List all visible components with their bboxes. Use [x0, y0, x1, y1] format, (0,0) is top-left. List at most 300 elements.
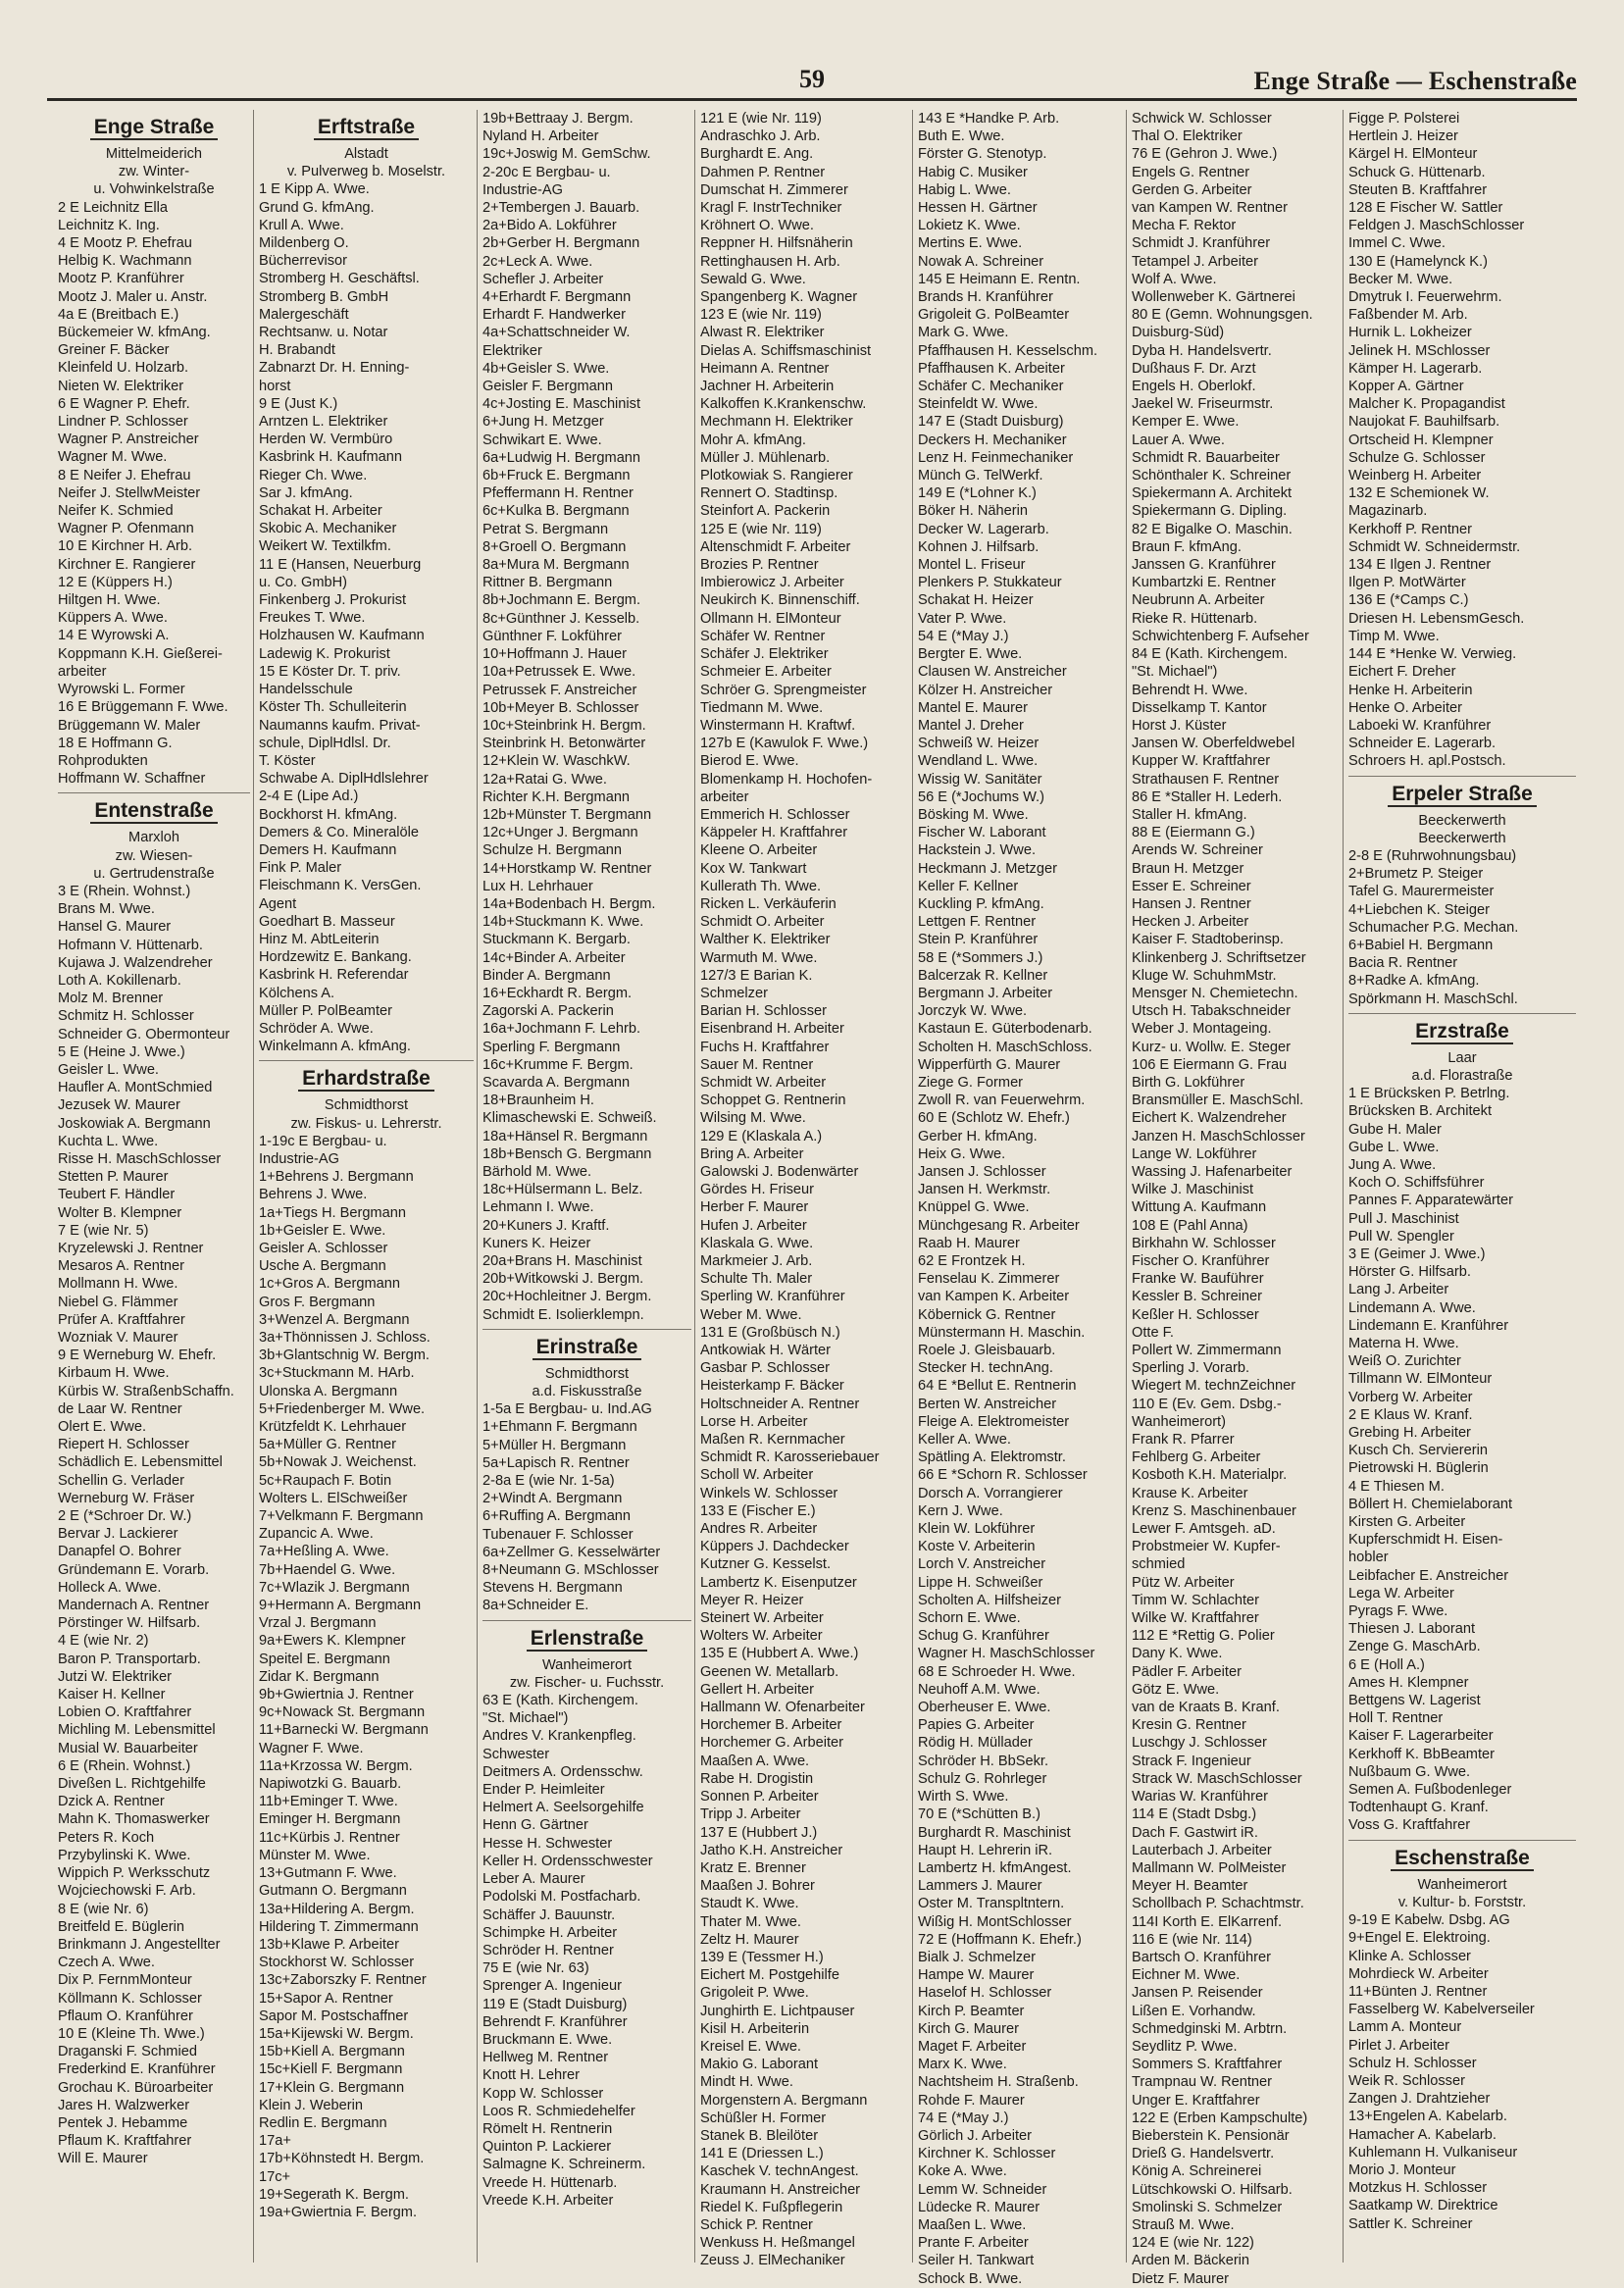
resident-entry: 4 E Thiesen M. [1348, 1478, 1445, 1495]
resident-entry: Hörster G. Hilfsarb. [1348, 1264, 1471, 1281]
resident-entry: Münchgesang R. Arbeiter [918, 1217, 1080, 1234]
resident-entry: Henke O. Arbeiter [1348, 699, 1462, 716]
resident-entry: 4 E Mootz P. Ehefrau [58, 235, 192, 252]
street-heading-text: Erzstraße [1411, 1020, 1513, 1044]
resident-entry: Jaekel W. Friseurmstr. [1132, 396, 1274, 413]
resident-entry: 2-8 E (Ruhrwohnungsbau) [1348, 847, 1517, 864]
resident-entry: 60 E (Schlotz W. Ehefr.) [918, 1110, 1070, 1127]
resident-entry: Schroers H. apl.Postsch. [1348, 753, 1506, 770]
resident-entry: Gube L. Wwe. [1348, 1139, 1440, 1155]
resident-entry: Burghardt E. Ang. [700, 146, 814, 163]
resident-entry: Käppeler H. Kraftfahrer [700, 825, 848, 841]
resident-entry: Dmytruk I. Feuerwehrm. [1348, 289, 1502, 306]
resident-entry: Vrzal J. Bergmann [259, 1615, 377, 1632]
resident-entry: Lamm A. Monteur [1348, 2019, 1462, 2036]
resident-entry: Sommers S. Kraftfahrer [1132, 2057, 1283, 2073]
resident-entry: 18b+Bensch G. Bergmann [482, 1145, 652, 1162]
resident-entry: 6a+Ludwig H. Bergmann [482, 449, 641, 466]
street-location: zw. Wiesen- [115, 847, 193, 864]
resident-entry: Küppers A. Wwe. [58, 610, 168, 627]
resident-entry: Lux H. Lehrhauer [482, 878, 593, 894]
resident-entry: Hamacher A. Kabelarb. [1348, 2126, 1497, 2143]
resident-entry: Esser E. Schreiner [1132, 878, 1251, 894]
resident-entry: 15c+Kiell F. Bergmann [259, 2061, 403, 2078]
resident-entry: Wolf A. Wwe. [1132, 271, 1217, 287]
resident-entry: Eichner M. Wwe. [1132, 1967, 1241, 1984]
resident-entry: Oster M. Transpltntern. [918, 1896, 1065, 1912]
resident-entry: Görlich J. Arbeiter [918, 2127, 1032, 2144]
resident-entry: Nieten W. Elektriker [58, 378, 184, 394]
resident-entry: 119 E (Stadt Duisburg) [482, 1996, 628, 2012]
resident-entry: Spörkmann H. MaschSchl. [1348, 991, 1518, 1007]
resident-entry: 127b E (Kawulok F. Wwe.) [700, 736, 869, 752]
resident-entry: Michling M. Lebensmittel [58, 1722, 216, 1739]
resident-entry: Vater P. Wwe. [918, 610, 1007, 627]
resident-entry: 5+Friedenberger M. Wwe. [259, 1400, 426, 1417]
resident-entry: Sauer M. Rentner [700, 1056, 814, 1073]
resident-entry: 136 E (*Camps C.) [1348, 592, 1469, 609]
resident-entry: Thiesen J. Laborant [1348, 1621, 1475, 1638]
resident-entry: Heckmann J. Metzger [918, 860, 1057, 877]
resident-entry: Dzick A. Rentner [58, 1794, 165, 1810]
resident-entry: Wollenweber K. Gärtnerei [1132, 289, 1295, 306]
resident-entry: Brüggemann W. Maler [58, 717, 201, 734]
resident-entry: Saatkamp W. Direktrice [1348, 2198, 1498, 2214]
resident-entry: Zenge G. MaschArb. [1348, 1639, 1481, 1655]
resident-entry: Strack W. MaschSchlosser [1132, 1770, 1302, 1787]
resident-entry: Stein P. Kranführer [918, 932, 1039, 948]
resident-entry: Naujokat F. Bauhilfsarb. [1348, 414, 1500, 431]
resident-entry: 4b+Geisler S. Wwe. [482, 360, 610, 377]
resident-entry: Schwikart E. Wwe. [482, 432, 602, 448]
resident-entry: Faßbender M. Arb. [1348, 307, 1468, 324]
resident-entry: Kastaun E. Güterbodenarb. [918, 1021, 1092, 1038]
resident-entry: Janzen H. MaschSchlosser [1132, 1128, 1305, 1144]
resident-entry: Hesse H. Schwester [482, 1835, 613, 1852]
resident-entry: Tafel G. Maurermeister [1348, 884, 1495, 900]
resident-entry: 8+Radke A. kfmAng. [1348, 973, 1480, 990]
resident-entry: Heimann A. Rentner [700, 360, 830, 377]
resident-entry: Frederkind E. Kranführer [58, 2061, 216, 2078]
resident-entry: Andres R. Arbeiter [700, 1521, 818, 1538]
resident-entry: 11a+Krzossa W. Bergm. [259, 1757, 413, 1774]
street-location: zw. Fischer- u. Fuchsstr. [509, 1674, 665, 1691]
resident-entry: Pfeffermann H. Rentner [482, 485, 634, 502]
resident-entry: 2-8a E (wie Nr. 1-5a) [482, 1473, 615, 1490]
resident-entry: Staller H. kfmAng. [1132, 806, 1247, 823]
section-divider [58, 792, 250, 793]
resident-entry: Schmidt E. Isolierklempn. [482, 1306, 644, 1323]
resident-entry: Balcerzak R. Kellner [918, 967, 1048, 984]
resident-entry: 20b+Witkowski J. Bergm. [482, 1271, 644, 1288]
resident-entry: Wagner P. Anstreicher [58, 432, 199, 448]
resident-entry: Loos R. Schmiedehelfer [482, 2103, 635, 2119]
resident-entry: Müller J. Mühlenarb. [700, 449, 831, 466]
street-location: a.d. Florastraße [1411, 1067, 1513, 1084]
resident-entry: Steinbrink H. Betonwärter [482, 736, 646, 752]
resident-entry: Stecker H. technAng. [918, 1360, 1053, 1377]
street-location: Beeckerwerth [1418, 812, 1506, 829]
header-rule [47, 98, 1577, 101]
resident-entry: 84 E (Kath. Kirchengem. [1132, 646, 1288, 663]
resident-entry: 64 E *Bellut E. Rentnerin [918, 1378, 1077, 1395]
resident-entry: Grochau K. Büroarbeiter [58, 2079, 214, 2096]
resident-entry: 6 E (Holl A.) [1348, 1656, 1425, 1673]
resident-entry: Molz M. Brenner [58, 991, 164, 1007]
resident-entry: Gros F. Bergmann [259, 1294, 376, 1310]
resident-entry: 2 E Klaus W. Kranf. [1348, 1406, 1473, 1423]
resident-entry: Strathausen F. Rentner [1132, 771, 1280, 788]
resident-entry: Kujawa J. Walzendreher [58, 954, 213, 971]
resident-entry: Schwester [482, 1746, 550, 1762]
resident-entry: Brücksken B. Architekt [1348, 1103, 1492, 1120]
resident-entry: Maaßen L. Wwe. [918, 2216, 1027, 2233]
resident-entry: Holl T. Rentner [1348, 1710, 1444, 1727]
resident-entry: Schakat H. Heizer [918, 592, 1034, 609]
resident-entry: Risse H. MaschSchlosser [58, 1150, 222, 1167]
resident-entry: Brozies P. Rentner [700, 557, 819, 574]
resident-entry: 2-4 E (Lipe Ad.) [259, 788, 359, 805]
resident-entry: Schädlich E. Lebensmittel [58, 1454, 223, 1471]
resident-entry: Schmelzer [700, 985, 768, 1001]
resident-entry: 11+Barnecki W. Bergmann [259, 1722, 429, 1739]
resident-entry: Will E. Maurer [58, 2151, 148, 2167]
resident-entry: 8+Neumann G. MSchlosser [482, 1562, 659, 1579]
resident-entry: Fleischmann K. VersGen. [259, 878, 422, 894]
resident-entry: Rohde F. Maurer [918, 2092, 1025, 2109]
resident-entry: 1a+Tiegs H. Bergmann [259, 1204, 406, 1221]
resident-entry: Stanek B. Bleilöter [700, 2127, 819, 2144]
column-6 [1127, 110, 1344, 2287]
street-location: v. Pulverweg b. Moselstr. [286, 164, 446, 180]
resident-entry: Helbig K. Wachmann [58, 253, 192, 270]
resident-entry: Fischer W. Laborant [918, 825, 1046, 841]
resident-entry: 6b+Fruck E. Bergmann [482, 468, 631, 484]
resident-entry: Holtschneider A. Rentner [700, 1396, 860, 1412]
resident-entry: Kupper W. Kraftfahrer [1132, 753, 1271, 770]
resident-entry: Gutmann O. Bergmann [259, 1883, 407, 1900]
page-number: 59 [799, 65, 825, 93]
street-heading-text: Erpeler Straße [1388, 783, 1537, 807]
resident-entry: Hildering T. Zimmermann [259, 1918, 419, 1935]
resident-entry: Kölzer H. Anstreicher [918, 682, 1053, 698]
resident-entry: 114I Korth E. ElKarrenf. [1132, 1913, 1283, 1930]
resident-entry: Teubert F. Händler [58, 1187, 176, 1203]
resident-entry: 75 E (wie Nr. 63) [482, 1960, 589, 1977]
resident-entry: 19c+Joswig M. GemSchw. [482, 146, 651, 163]
street-location: Schmidthorst [544, 1365, 630, 1382]
street-heading-text: Enge Straße [90, 116, 219, 140]
resident-entry: 11c+Kürbis J. Rentner [259, 1829, 400, 1846]
resident-entry: Bockhorst H. kfmAng. [259, 806, 398, 823]
resident-entry: Klaskala G. Wwe. [700, 1235, 814, 1251]
resident-entry: Köbernick G. Rentner [918, 1306, 1056, 1323]
resident-entry: 16 E Brüggemann F. Wwe. [58, 699, 228, 716]
resident-entry: Böllert H. Chemielaborant [1348, 1496, 1513, 1512]
resident-entry: Schwabe A. DiplHdlslehrer [259, 771, 429, 788]
resident-entry: 3+Wenzel A. Bergmann [259, 1311, 410, 1328]
resident-entry: 88 E (Eiermann G.) [1132, 825, 1255, 841]
resident-entry: Buth E. Wwe. [918, 128, 1005, 145]
resident-entry: Böker H. Näherin [918, 503, 1028, 520]
resident-entry: Lammers J. Maurer [918, 1878, 1042, 1895]
resident-entry: 8a+Mura M. Bergmann [482, 557, 630, 574]
resident-entry: 3a+Thönnissen J. Schloss. [259, 1330, 431, 1346]
resident-entry: 11 E (Hansen, Neuerburg [259, 556, 422, 573]
resident-entry: Wendland L. Wwe. [918, 753, 1039, 770]
resident-entry: Geisler F. Bergmann [482, 379, 614, 395]
resident-entry: 2+Brumetz P. Steiger [1348, 866, 1484, 883]
resident-entry: Koste V. Arbeiterin [918, 1539, 1036, 1555]
resident-entry: Herber F. Maurer [700, 1199, 809, 1216]
resident-entry: Bervar J. Lackierer [58, 1526, 178, 1543]
resident-entry: Kölchens A. [259, 985, 335, 1001]
resident-entry: Grund G. kfmAng. [259, 199, 375, 216]
street-heading-text: Eschenstraße [1391, 1847, 1534, 1871]
resident-entry: Steuten B. Kraftfahrer [1348, 181, 1488, 198]
resident-entry: Imbierowicz J. Arbeiter [700, 575, 844, 591]
resident-entry: 5 E (Heine J. Wwe.) [58, 1043, 185, 1060]
resident-entry: Schäfer J. Elektriker [700, 646, 829, 663]
resident-entry: Burghardt R. Maschinist [918, 1824, 1071, 1841]
resident-entry: 137 E (Hubbert J.) [700, 1824, 818, 1841]
resident-entry: Roele J. Gleisbauarb. [918, 1343, 1056, 1359]
resident-entry: Nachtsheim H. Straßenb. [918, 2074, 1079, 2091]
resident-entry: Henn G. Gärtner [482, 1817, 588, 1834]
resident-entry: 68 E Schroeder H. Wwe. [918, 1663, 1076, 1680]
resident-entry: Kürbis W. StraßenbSchaffn. [58, 1383, 234, 1399]
resident-entry: 5a+Lapisch R. Rentner [482, 1454, 630, 1471]
resident-entry: 9+Engel E. Elektroing. [1348, 1930, 1491, 1947]
resident-entry: 2 E Leichnitz Ella [58, 199, 168, 216]
resident-entry: Klein J. Weberin [259, 2097, 363, 2113]
street-location: Alstadt [344, 146, 388, 162]
resident-entry: 1-19c E Bergbau- u. [259, 1133, 387, 1149]
resident-entry: Dyba H. Handelsvertr. [1132, 342, 1272, 359]
resident-entry: Thal O. Elektriker [1132, 128, 1243, 145]
resident-entry: 14+Horstkamp W. Rentner [482, 860, 652, 877]
resident-entry: 11+Bünten J. Rentner [1348, 1983, 1488, 2000]
resident-entry: Lemm W. Schneider [918, 2181, 1047, 2198]
resident-entry: 62 E Frontzek H. [918, 1253, 1026, 1269]
resident-entry: Maaßen J. Bohrer [700, 1878, 815, 1895]
resident-entry: Sar J. kfmAng. [259, 484, 353, 501]
resident-entry: Lang J. Arbeiter [1348, 1282, 1449, 1298]
resident-entry: 7a+Heßling A. Wwe. [259, 1544, 389, 1560]
resident-entry: Wanheimerort) [1132, 1413, 1226, 1430]
resident-entry: Behrendt F. Kranführer [482, 2013, 628, 2030]
resident-entry: Schefler J. Arbeiter [482, 271, 604, 287]
resident-entry: Otte F. [1132, 1324, 1174, 1341]
resident-entry: Wozniak V. Maurer [58, 1330, 178, 1346]
resident-entry: 18+Braunheim H. [482, 1093, 594, 1109]
resident-entry: Horst J. Küster [1132, 717, 1227, 734]
resident-entry: Jansen W. Oberfeldwebel [1132, 736, 1295, 752]
resident-entry: 15+Sapor A. Rentner [259, 1990, 393, 2007]
resident-entry: Wenkuss H. Heßmangel [700, 2235, 855, 2252]
resident-entry: Pollert W. Zimmermann [1132, 1343, 1282, 1359]
resident-entry: Kirchner E. Rangierer [58, 556, 196, 573]
street-heading [1348, 1020, 1576, 1043]
resident-entry: 6c+Kulka B. Bergmann [482, 503, 630, 520]
resident-entry: Kratz E. Brenner [700, 1859, 806, 1876]
resident-entry: Sprenger A. Ingenieur [482, 1978, 622, 1995]
resident-entry: Zidar K. Bergmann [259, 1668, 380, 1685]
resident-entry: Driesen H. LebensmGesch. [1348, 610, 1525, 627]
resident-entry: 63 E (Kath. Kirchengem. [482, 1693, 638, 1709]
resident-entry: Franke W. Bauführer [1132, 1271, 1264, 1288]
resident-entry: Scholten A. Hilfsheizer [918, 1592, 1062, 1608]
resident-entry: Kuhlemann H. Vulkaniseur [1348, 2144, 1518, 2161]
resident-entry: Münstermann H. Maschin. [918, 1324, 1086, 1341]
resident-entry: Janssen G. Kranführer [1132, 557, 1276, 574]
resident-entry: Bergmann J. Arbeiter [918, 985, 1053, 1001]
resident-entry: Ames H. Klempner [1348, 1674, 1469, 1691]
resident-entry: 13+Engelen A. Kabelarb. [1348, 2109, 1507, 2125]
resident-entry: Schoppet G. Rentnerin [700, 1093, 846, 1109]
resident-entry: Malergeschäft [259, 306, 349, 323]
resident-entry: Richter K.H. Bergmann [482, 788, 631, 805]
resident-entry: 10 E (Kleine Th. Wwe.) [58, 2025, 205, 2042]
resident-entry: Mechmann H. Elektriker [700, 414, 853, 431]
resident-entry: Mertins E. Wwe. [918, 235, 1023, 252]
resident-entry: Schneider E. Lagerarb. [1348, 736, 1497, 752]
resident-entry: 1 E Brücksken P. Betrlng. [1348, 1086, 1510, 1102]
resident-entry: Mohrdieck W. Arbeiter [1348, 1965, 1489, 1982]
resident-entry: 8c+Günthner J. Kesselb. [482, 610, 640, 627]
resident-entry: Becker M. Wwe. [1348, 271, 1453, 287]
resident-entry: Wagner M. Wwe. [58, 449, 168, 466]
resident-entry: Stromberg B. GmbH [259, 288, 389, 305]
resident-entry: 124 E (wie Nr. 122) [1132, 2235, 1254, 2252]
resident-entry: 18a+Hänsel R. Bergmann [482, 1128, 648, 1144]
resident-entry: Agent [259, 895, 297, 912]
resident-entry: Frank R. Pfarrer [1132, 1432, 1235, 1449]
resident-entry: Skobic A. Mechaniker [259, 521, 397, 537]
street-location: Marxloh [128, 830, 179, 846]
resident-entry: Hufen J. Arbeiter [700, 1217, 807, 1234]
resident-entry: Koch O. Schiffsführer [1348, 1175, 1485, 1192]
resident-entry: 16a+Jochmann F. Lehrb. [482, 1021, 641, 1038]
resident-entry: Hertlein J. Heizer [1348, 128, 1458, 145]
resident-entry: Lettgen F. Rentner [918, 914, 1037, 931]
resident-entry: Tiedmann M. Wwe. [700, 699, 824, 716]
resident-entry: Petrussek F. Anstreicher [482, 682, 637, 698]
resident-entry: 15 E Köster Dr. T. priv. [259, 663, 401, 680]
resident-entry: de Laar W. Rentner [58, 1400, 182, 1417]
resident-entry: 5+Müller H. Bergmann [482, 1437, 627, 1453]
resident-entry: Arden M. Bäckerin [1132, 2253, 1250, 2269]
resident-entry: Scholten H. MaschSchloss. [918, 1039, 1092, 1055]
street-location: a.d. Fiskusstraße [532, 1384, 642, 1400]
street-heading [58, 799, 250, 823]
resident-entry: Rieke R. Hüttenarb. [1132, 610, 1258, 627]
resident-entry: Winkels W. Schlosser [700, 1485, 838, 1501]
resident-entry: Zabnarzt Dr. H. Enning- [259, 360, 410, 377]
resident-entry: 116 E (wie Nr. 114) [1132, 1931, 1252, 1948]
resident-entry: Schuck G. Hüttenarb. [1348, 164, 1486, 180]
resident-entry: Bieberstein K. Pensionär [1132, 2127, 1290, 2144]
resident-entry: Zagorski A. Packerin [482, 1003, 614, 1020]
resident-entry: Hansen J. Rentner [1132, 895, 1251, 912]
resident-entry: Wippich P. Werksschutz [58, 1865, 211, 1882]
resident-entry: Quinton P. Lackierer [482, 2139, 612, 2156]
resident-entry: Laboeki W. Kranführer [1348, 717, 1492, 734]
resident-entry: Schorn E. Wwe. [918, 1610, 1021, 1627]
resident-entry: Fischer O. Kranführer [1132, 1253, 1270, 1269]
resident-entry: Riedel K. Fußpflegerin [700, 2199, 843, 2215]
resident-entry: Geisler L. Wwe. [58, 1061, 159, 1078]
resident-entry: 58 E (*Sommers J.) [918, 949, 1043, 966]
resident-entry: Kessler B. Schreiner [1132, 1289, 1263, 1305]
resident-entry: Klimaschewski E. Schweiß. [482, 1110, 657, 1127]
resident-entry: Pirlet J. Arbeiter [1348, 2037, 1450, 2054]
resident-entry: Lobien O. Kraftfahrer [58, 1704, 192, 1721]
resident-entry: 10 E Kirchner H. Arb. [58, 538, 193, 555]
resident-entry: Mandernach A. Rentner [58, 1598, 210, 1614]
resident-entry: Hampe W. Maurer [918, 1967, 1035, 1984]
resident-entry: Koke A. Wwe. [918, 2163, 1007, 2180]
resident-entry: Eichert M. Postgehilfe [700, 1967, 839, 1984]
resident-entry: Stromberg H. Geschäftsl. [259, 271, 420, 287]
resident-entry: Handelsschule [259, 682, 353, 698]
resident-entry: Morgenstern A. Bergmann [700, 2092, 868, 2109]
resident-entry: 18 E Hoffmann G. [58, 735, 173, 751]
resident-entry: Keller F. Kellner [918, 878, 1019, 894]
resident-entry: Bücherrevisor [259, 253, 348, 270]
resident-entry: Podolski M. Postfacharb. [482, 1889, 641, 1906]
resident-entry: 6 E Wagner P. Ehefr. [58, 395, 190, 412]
resident-entry: 1+Behrens J. Bergmann [259, 1169, 414, 1186]
resident-entry: Mootz P. Kranführer [58, 271, 184, 287]
resident-entry: 6+Babiel H. Bergmann [1348, 937, 1494, 953]
resident-entry: Barian H. Schlosser [700, 1003, 827, 1020]
resident-entry: Rettinghausen H. Arb. [700, 253, 840, 270]
resident-entry: Mahn K. Thomaswerker [58, 1811, 210, 1828]
resident-entry: Müller P. PolBeamter [259, 1002, 392, 1019]
resident-entry: Helmert A. Seelsorgehilfe [482, 1800, 644, 1816]
resident-entry: Elektriker [482, 342, 542, 359]
resident-entry: Habig C. Musiker [918, 164, 1028, 180]
resident-entry: Förster G. Stenotyp. [918, 146, 1047, 163]
resident-entry: 1b+Geisler E. Wwe. [259, 1222, 386, 1239]
resident-entry: Schönthaler K. Schreiner [1132, 468, 1292, 484]
resident-entry: Knüppel G. Wwe. [918, 1199, 1030, 1216]
resident-entry: van de Kraats B. Kranf. [1132, 1700, 1280, 1716]
resident-entry: Mesaros A. Rentner [58, 1258, 184, 1275]
resident-entry: Jutzi W. Elektriker [58, 1668, 172, 1685]
resident-entry: 16c+Krumme F. Bergm. [482, 1056, 634, 1073]
resident-entry: 135 E (Hubbert A. Wwe.) [700, 1646, 859, 1662]
column-4 [695, 110, 913, 2269]
resident-entry: Wiegert M. technZeichner [1132, 1378, 1296, 1395]
resident-entry: Finkenberg J. Prokurist [259, 592, 407, 609]
resident-entry: Timm W. Schlachter [1132, 1592, 1260, 1608]
resident-entry: 14c+Binder A. Arbeiter [482, 949, 626, 966]
resident-entry: Disselkamp T. Kantor [1132, 699, 1267, 716]
resident-entry: Braun H. Metzger [1132, 860, 1244, 877]
resident-entry: Gerber H. kfmAng. [918, 1128, 1038, 1144]
resident-entry: Schmidt W. Schneidermstr. [1348, 538, 1521, 555]
section-divider [1348, 1840, 1576, 1841]
resident-entry: 9b+Gwiertnia J. Rentner [259, 1687, 414, 1703]
resident-entry: Schröder A. Wwe. [259, 1020, 374, 1037]
resident-entry: Birth G. Lokführer [1132, 1074, 1245, 1091]
resident-entry: Bösking M. Wwe. [918, 806, 1029, 823]
resident-entry: Dix P. FernmMonteur [58, 1972, 192, 1989]
resident-entry: Schweiß W. Heizer [918, 736, 1040, 752]
resident-entry: 66 E *Schorn R. Schlosser [918, 1467, 1088, 1484]
